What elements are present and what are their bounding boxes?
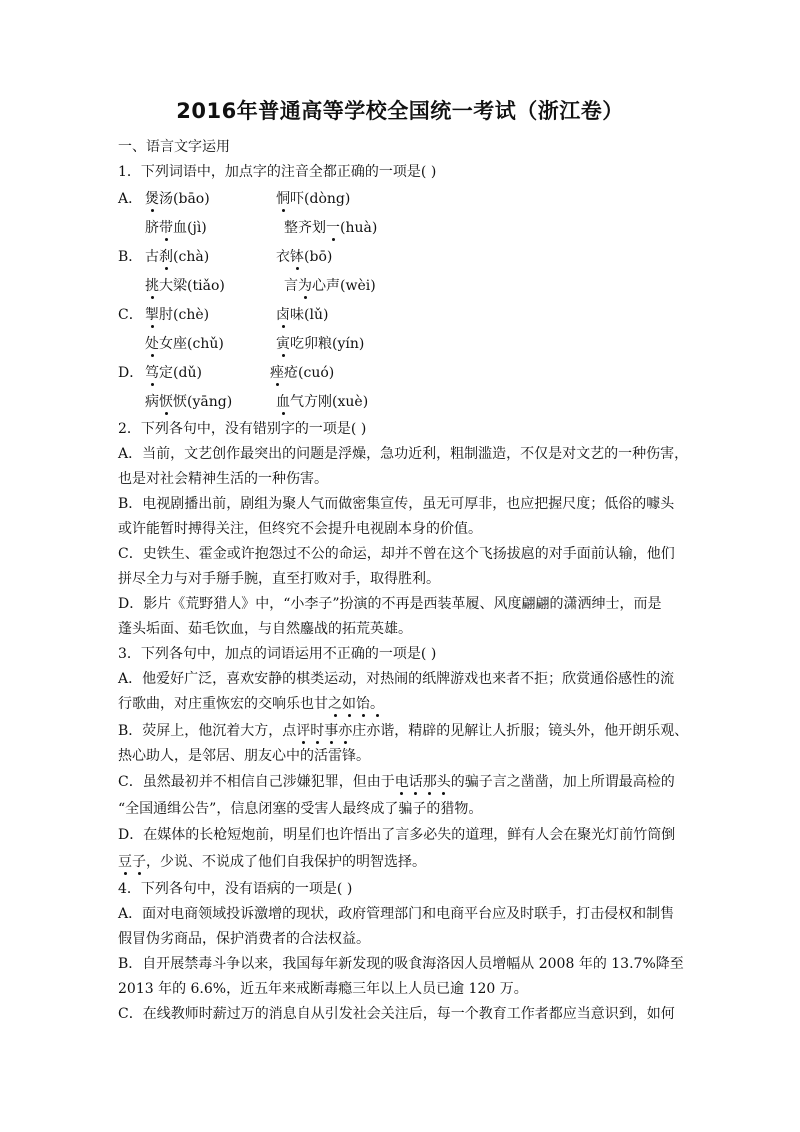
- emphasis-dot-char: 挑: [145, 278, 159, 294]
- emphasis-dot-char: 一: [326, 220, 340, 236]
- emphasis-dot-char: 笃: [145, 365, 159, 381]
- emphasis-dot-char: 如: [342, 696, 356, 712]
- page-title: 2016年普通高等学校全国统一考试（浙江卷）: [176, 99, 624, 123]
- q1-option-d-word2: 痤疮(cuó): [270, 365, 335, 381]
- q2-option-c-line1: C．史铁生、霍金或许抱怨过不公的命运，却并不曾在这个飞扬拔扈的对手面前认输，他们: [118, 546, 675, 562]
- q3-option-c-line1: C．虽然最初并不相信自己涉嫌犯罪，但由于电话那头的骗子言之凿凿，加上所谓最高检的: [118, 774, 675, 790]
- emphasis-dot-char: 恹: [159, 394, 173, 410]
- emphasis-dot-char: 电: [394, 774, 409, 790]
- q4-stem: 4．下列各句中，没有语病的一项是( ): [118, 881, 353, 897]
- q1-stem: 1．下列词语中，加点字的注音全都正确的一项是( ): [118, 164, 437, 180]
- q1-option-a-word4: 整齐划一(huà): [284, 220, 378, 236]
- q2-option-b-line2: 或许能暂时搏得关注，但终究不会提升电视剧本身的价值。: [118, 521, 482, 537]
- emphasis-dot-char: 刹: [159, 249, 173, 265]
- q1-option-b-word1: 古刹(chà): [145, 249, 210, 265]
- q4-option-b-line1: B．自开展禁毒斗争以来，我国每年新发现的吸食海洛因人员增幅从 2008 年的 13.7%降至: [118, 956, 684, 972]
- emphasis-dot-char: 钵: [290, 249, 304, 265]
- emphasis-dot-char: 亦: [338, 723, 353, 739]
- emphasis-dot-char: 。: [370, 696, 384, 712]
- q3-option-d-line2: 豆子，少说、不说成了他们自我保护的明智选择。: [118, 854, 426, 870]
- q3-stem: 3．下列各句中，加点的词语运用不正确的一项是( ): [118, 646, 437, 662]
- q3-option-d-line1: D．在媒体的长枪短炮前，明星们也许悟出了言多必失的道理，鲜有人会在聚光灯前竹筒倒: [118, 827, 676, 843]
- q3-option-b-line1: B．荧屏上，他沉着大方，点评时事亦庄亦谐，精辟的见解让人折服；镜头外，他开朗乐观、: [118, 723, 689, 739]
- emphasis-dot-char: 那: [422, 774, 437, 790]
- q1-option-a-word3: 脐带血(jì): [145, 220, 207, 236]
- emphasis-dot-char: 为: [298, 278, 312, 294]
- emphasis-dot-char: 事: [324, 723, 339, 739]
- emphasis-dot-char: 评: [296, 723, 311, 739]
- q2-option-a-line1: A．当前，文艺创作最突出的问题是浮燥，急功近利，粗制滥造，不仅是对文艺的一种伤害，: [118, 446, 689, 462]
- q2-stem: 2．下列各句中，没有错别字的一项是( ): [118, 421, 367, 437]
- emphasis-dot-char: 寅: [276, 336, 290, 352]
- q4-option-b-line2: 2013 年的 6.6%，近五年来戒断毒瘾三年以上人员已逾 120 万。: [118, 981, 528, 997]
- emphasis-dot-char: 卤: [276, 307, 290, 323]
- emphasis-dot-char: 掣: [145, 307, 159, 323]
- q4-option-c-line1: C．在线教师时薪过万的消息自从引发社会关注后，每一个教育工作者都应当意识到，如何: [118, 1006, 675, 1022]
- q1-option-d-word1: 笃定(dǔ): [145, 365, 202, 381]
- emphasis-dot-char: 豆: [118, 854, 132, 870]
- q2-option-c-line2: 拼尽全力与对手掰手腕，直至打败对手，取得胜利。: [118, 571, 440, 587]
- q1-option-b-word2: 衣钵(bō): [276, 249, 333, 265]
- q1-option-b-word3: 挑大梁(tiǎo): [145, 278, 225, 294]
- emphasis-dot-char: 恫: [276, 191, 290, 207]
- q3-option-c-line2: “全国通缉公告”，信息闭塞的受害人最终成了骗子的猎物。: [118, 801, 483, 817]
- emphasis-dot-char: 饴: [356, 696, 370, 712]
- q1-option-d-label: D．: [118, 365, 144, 381]
- q3-option-a-line1: A．他爱好广泛，喜欢安静的棋类运动，对热闹的纸牌游戏也来者不拒；欣赏通俗感性的流: [118, 671, 675, 687]
- q1-option-a-label: A．: [118, 191, 143, 207]
- q4-option-a-line2: 假冒伪劣商品，保护消费者的合法权益。: [118, 931, 370, 947]
- emphasis-dot-char: 之: [328, 696, 342, 712]
- q1-option-b-label: B．: [118, 249, 143, 265]
- q2-option-a-line2: 也是对社会精神生活的一种伤害。: [118, 471, 328, 487]
- q1-option-c-label: C．: [118, 307, 143, 323]
- q1-option-a-word2: 恫吓(dòng): [276, 191, 351, 207]
- q1-option-c-word3: 处女座(chǔ): [145, 336, 224, 352]
- q1-option-c-word4: 寅吃卯粮(yín): [276, 336, 365, 352]
- q1-option-d-word3: 病恹恹(yāng): [145, 394, 233, 410]
- emphasis-dot-char: 血: [276, 394, 290, 410]
- emphasis-dot-char: 带: [159, 220, 173, 236]
- emphasis-dot-char: 痤: [270, 365, 284, 381]
- emphasis-dot-char: 处: [145, 336, 159, 352]
- q1-option-b-word4: 言为心声(wèi): [284, 278, 376, 294]
- q1-option-a-word1: 煲汤(bāo): [145, 191, 210, 207]
- q3-option-a-line2: 行歌曲，对庄重恢宏的交响乐也甘之如饴。: [118, 696, 384, 712]
- emphasis-dot-char: 子: [132, 854, 146, 870]
- q2-option-d-line1: D．影片《荒野猎人》中，“小李子”扮演的不再是西装革履、风度翩翩的潇洒绅士，而是: [118, 596, 662, 612]
- q1-option-c-word2: 卤味(lǔ): [276, 307, 329, 323]
- q1-option-d-word4: 血气方刚(xuè): [276, 394, 369, 410]
- emphasis-dot-char: 话: [408, 774, 423, 790]
- q3-option-b-line2: 热心助人，是邻居、朋友心中的活雷锋。: [118, 748, 370, 764]
- emphasis-dot-char: 煲: [145, 191, 159, 207]
- q1-option-c-word1: 掣肘(chè): [145, 307, 210, 323]
- emphasis-dot-char: 时: [310, 723, 325, 739]
- q2-option-d-line2: 蓬头垢面、茹毛饮血，与自然鏖战的拓荒英雄。: [118, 621, 412, 637]
- section-heading: 一、语言文字运用: [118, 139, 230, 155]
- q2-option-b-line1: B．电视剧播出前，剧组为聚人气而做密集宣传，虽无可厚非，也应把握尺度；低俗的噱头: [118, 496, 675, 512]
- emphasis-dot-char: 头: [436, 774, 451, 790]
- q4-option-a-line1: A．面对电商领域投诉激增的现状，政府管理部门和电商平台应及时联手，打击侵权和制售: [118, 906, 675, 922]
